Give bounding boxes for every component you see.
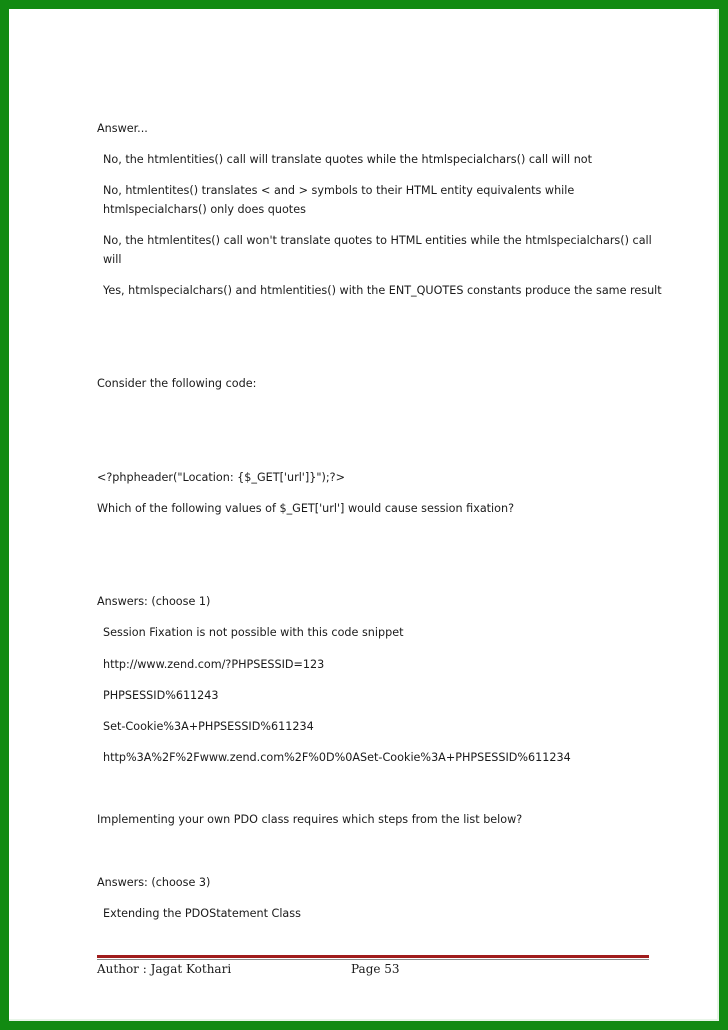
q3-question: Implementing your own PDO class requires which steps from the list below? <box>97 813 523 826</box>
q2-question: Which of the following values of $_GET['url'] would cause session fixation? <box>97 502 515 515</box>
footer-author: Author : Jagat Kothari <box>97 962 232 976</box>
q2-answers-label: Answers: (choose 1) <box>97 595 211 608</box>
q1-option-text: No, the htmlentites() call won't translate quotes to HTML entities while the htmlspecialchars() call will <box>103 234 652 266</box>
q2-option: http://www.zend.com/?PHPSESSID=123 <box>103 658 325 671</box>
q2-prompt: Consider the following code: <box>97 377 257 390</box>
q2-option: Session Fixation is not possible with this code snippet <box>103 626 404 639</box>
q2-option: PHPSESSID%611243 <box>103 689 219 702</box>
q3-option: Extending the PDOStatement Class <box>103 907 301 920</box>
q3-answers-label: Answers: (choose 3) <box>97 876 211 889</box>
code-snippet: <?phpheader("Location: {$_GET['url']}");?> <box>97 471 345 484</box>
q1-option-text: No, htmlentites() translates < and > symbols to their HTML entity equivalents while htmlspecialchars() only does quotes <box>103 184 575 216</box>
q1-option: No, the htmlentities() call will translate quotes while the htmlspecialchars() call will not <box>103 153 593 166</box>
page-number: Page 53 <box>351 962 400 976</box>
answer-label: Answer... <box>97 122 148 135</box>
q1-option: Yes, htmlspecialchars() and htmlentities() with the ENT_QUOTES constants produce the same result <box>103 284 662 297</box>
q2-option: http%3A%2F%2Fwww.zend.com%2F%0D%0ASet-Cookie%3A+PHPSESSID%611234 <box>103 751 571 764</box>
page <box>9 9 719 1021</box>
footer-rule <box>97 955 649 958</box>
q1-option <box>103 181 655 219</box>
q2-option: Set-Cookie%3A+PHPSESSID%611234 <box>103 720 314 733</box>
footer-rule-thin <box>97 959 649 960</box>
q1-option <box>103 231 655 269</box>
